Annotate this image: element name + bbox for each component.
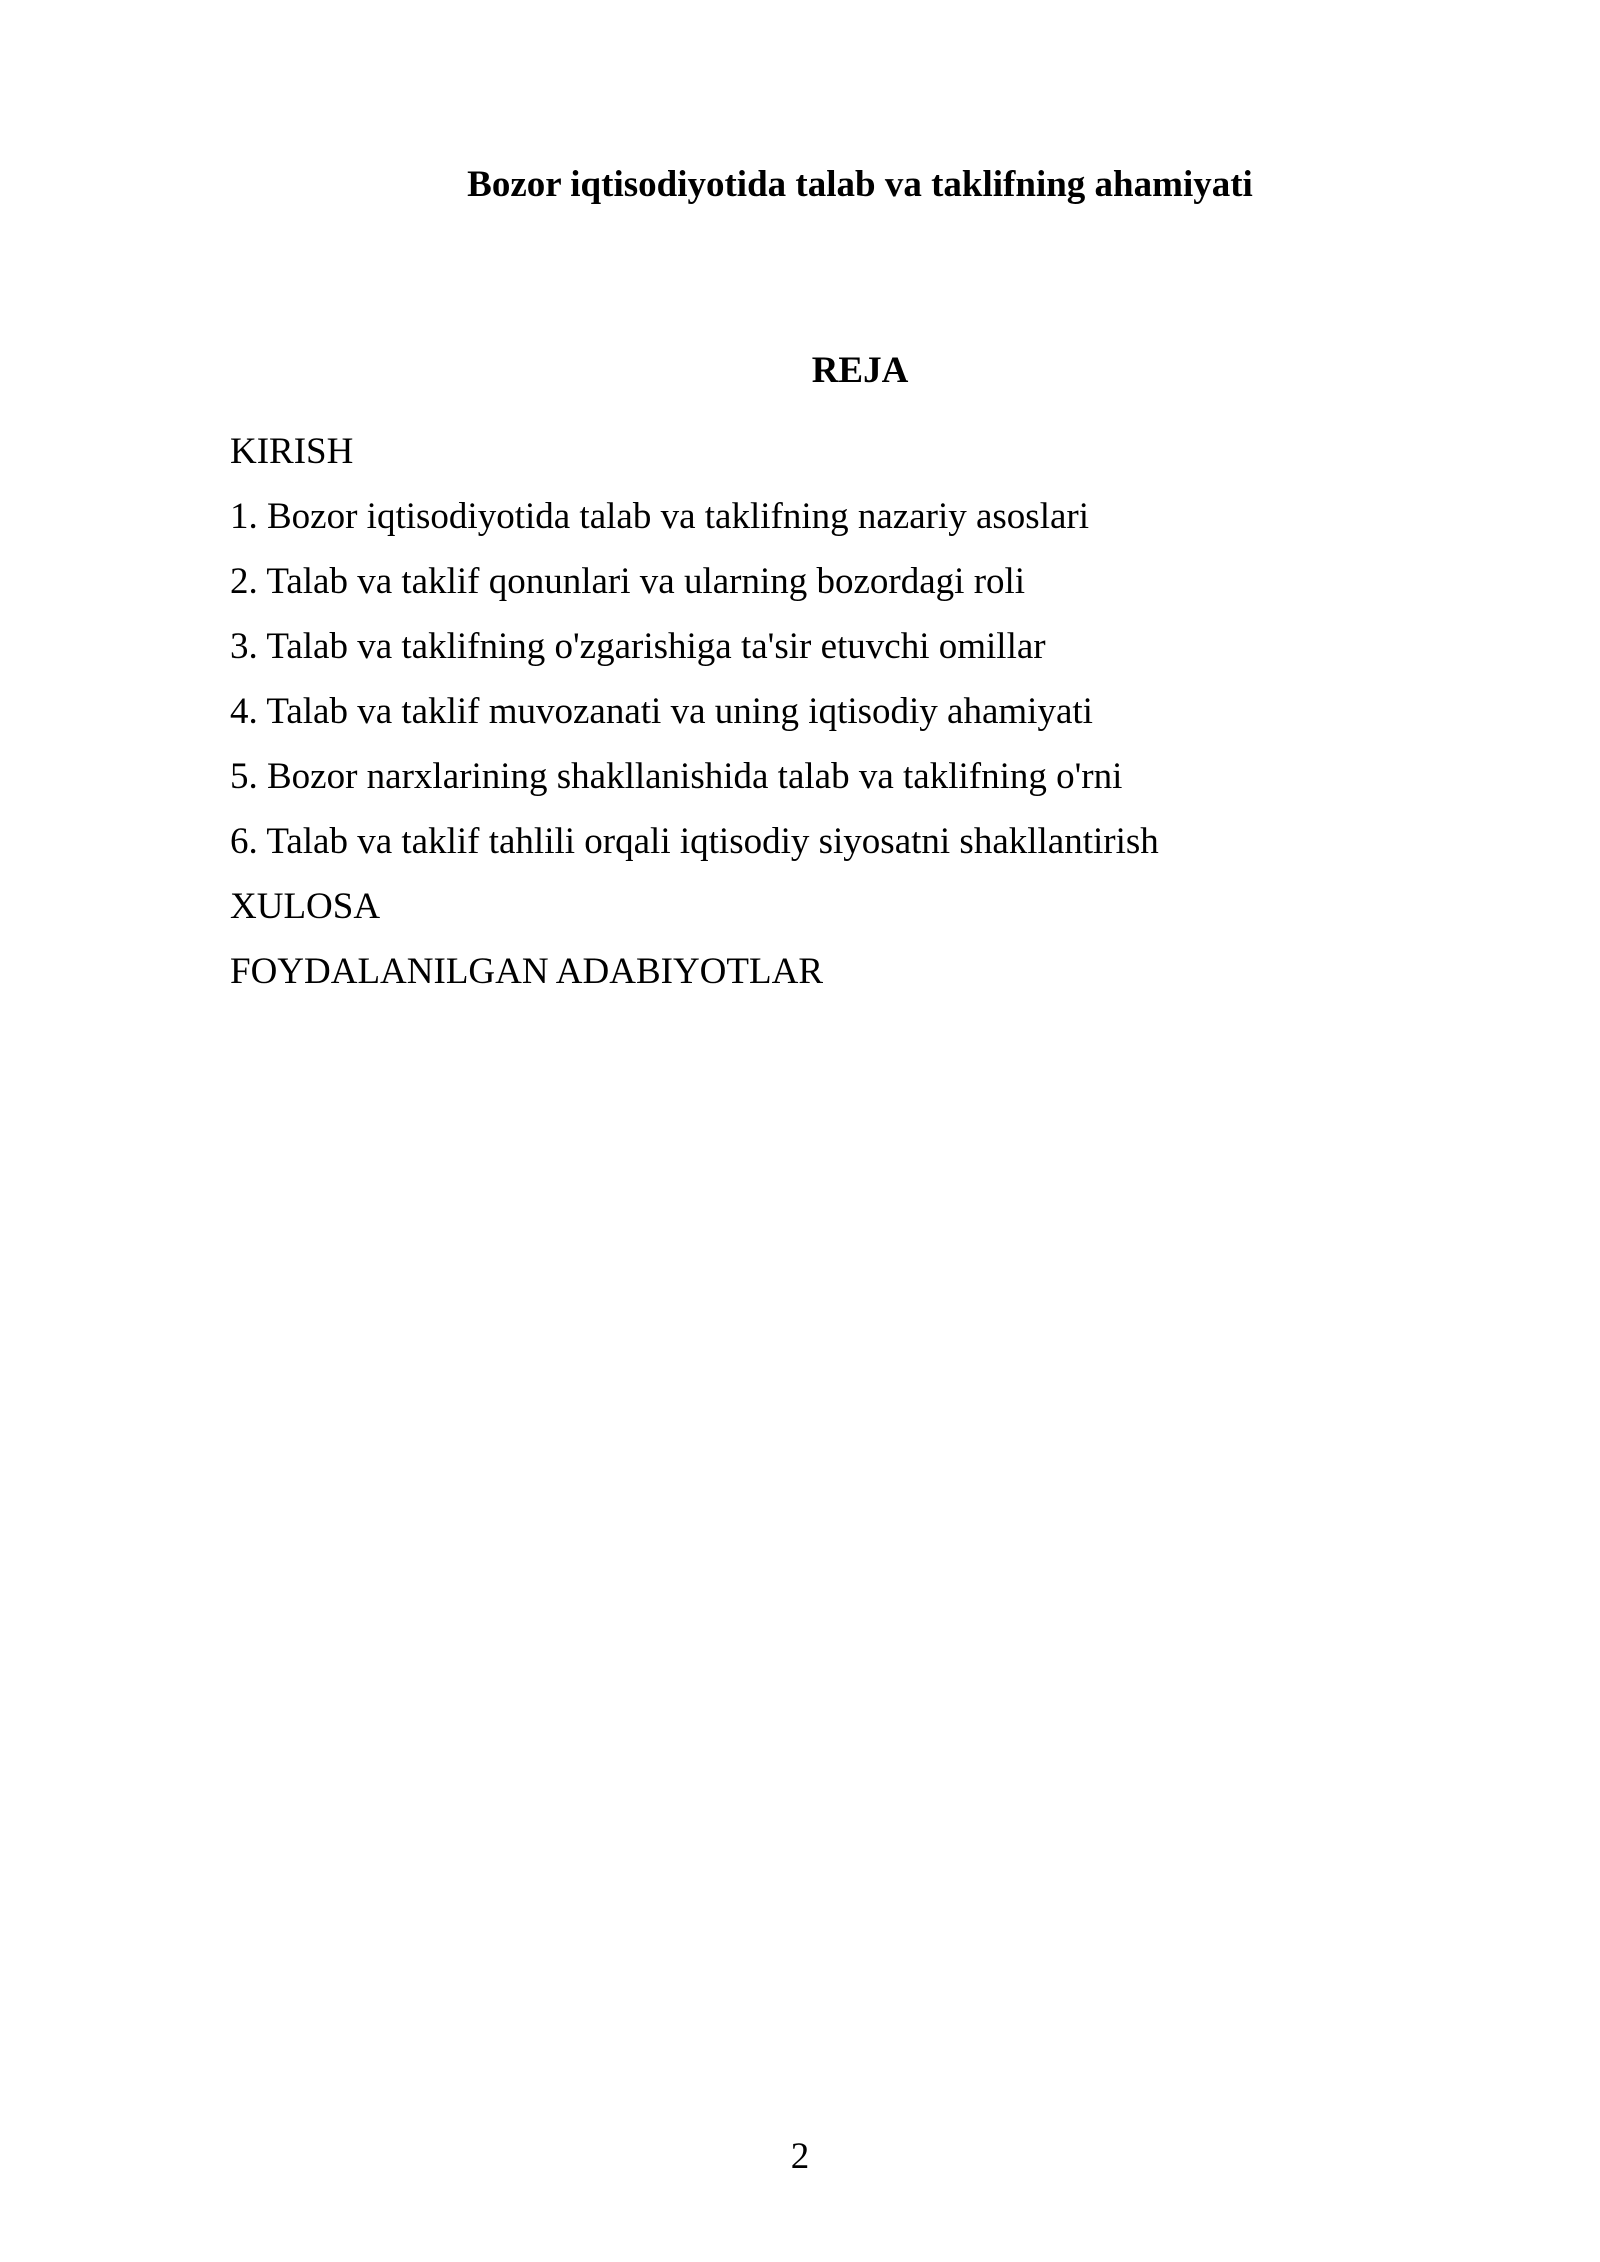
- plan-item-3: 3. Talab va taklifning o'zgarishiga ta'sir etuvchi omillar: [230, 626, 1046, 667]
- plan-item-introduction: KIRISH: [230, 431, 354, 472]
- plan-list: [230, 419, 1490, 1004]
- plan-item-1: 1. Bozor iqtisodiyotida talab va taklifning nazariy asoslari: [230, 496, 1090, 537]
- plan-item-2: 2. Talab va taklif qonunlari va ularning bozordagi roli: [230, 561, 1026, 602]
- page-number: 2: [790, 2136, 810, 2177]
- plan-item-5: 5. Bozor narxlarining shakllanishida talab va taklifning o'rni: [230, 756, 1123, 797]
- plan-item-4: 4. Talab va taklif muvozanati va uning iqtisodiy ahamiyati: [230, 691, 1093, 732]
- plan-item-conclusion: XULOSA: [230, 886, 381, 927]
- document-title: Bozor iqtisodiyotida talab va taklifning ahamiyati: [467, 164, 1253, 205]
- plan-item-references: FOYDALANILGAN ADABIYOTLAR: [230, 951, 823, 992]
- plan-item-6: 6. Talab va taklif tahlili orqali iqtisodiy siyosatni shakllantirish: [230, 821, 1159, 862]
- plan-heading: REJA: [811, 350, 909, 391]
